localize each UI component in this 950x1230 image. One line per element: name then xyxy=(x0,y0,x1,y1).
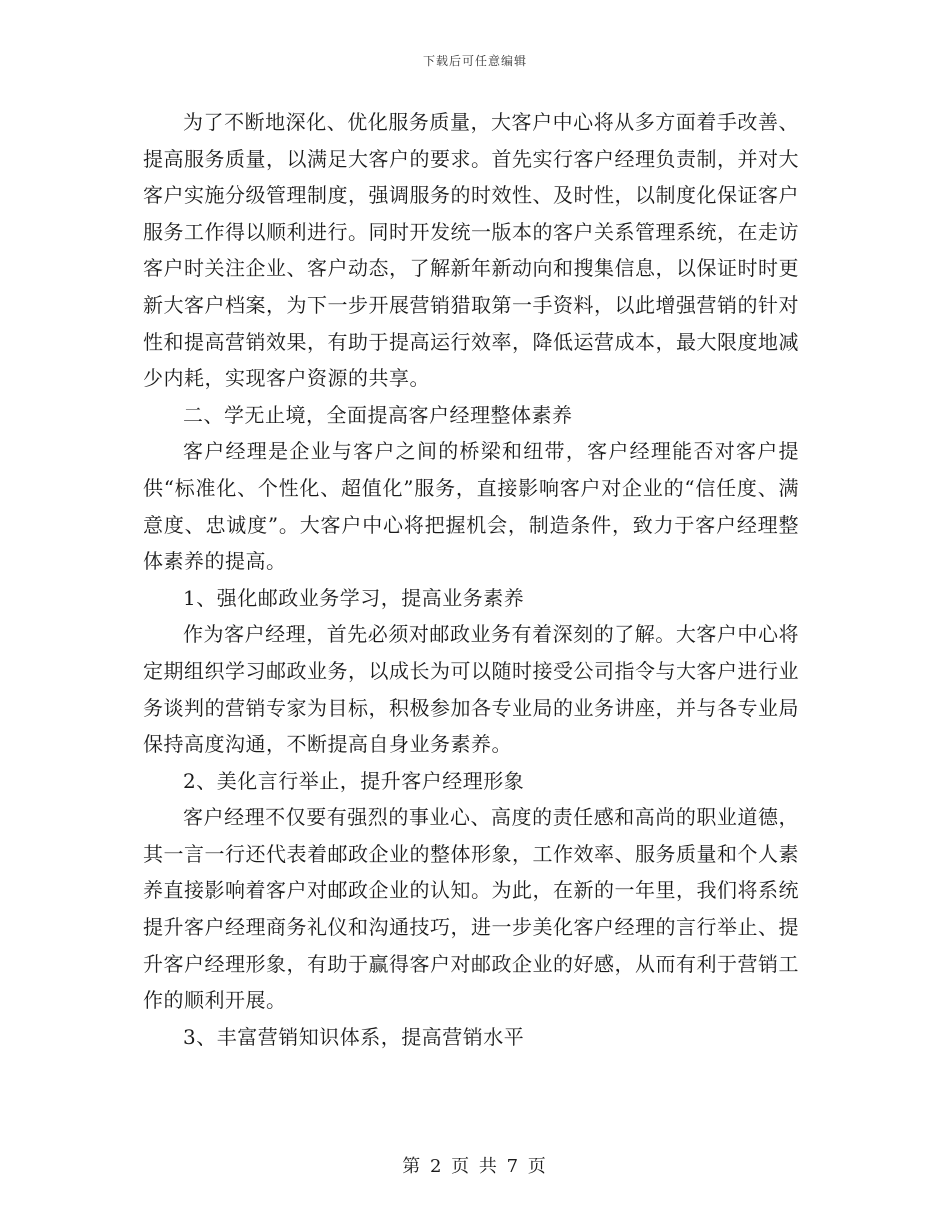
page-number-indicator: 第 2 页 共 7 页 xyxy=(402,1156,548,1177)
paragraph-customer-manager: 客户经理是企业与客户之间的桥梁和纽带，客户经理能否对客户提供“标准化、个性化、超值化”服务，直接影响客户对企业的“信任度、满意度、忠诚度”。大客户中心将把握机会，制造条件，致力于客户经理整体素养的提高。 xyxy=(143,439,799,574)
section-heading-2: 二、学无止境，全面提高客户经理整体素养 xyxy=(183,402,573,427)
subheading-2: 2、美化言行举止，提升客户经理形象 xyxy=(183,768,525,793)
paragraph-business-study: 作为客户经理，首先必须对邮政业务有着深刻的了解。大客户中心将定期组织学习邮政业务，以成长为可以随时接受公司指令与大客户进行业务谈判的营销专家为目标，积极参加各专业局的业务讲座，并与各专业局保持高度沟通，不断提高自身业务素养。 xyxy=(143,622,799,757)
paragraph-service-quality: 为了不断地深化、优化服务质量，大客户中心将从多方面着手改善、提高服务质量，以满足大客户的要求。首先实行客户经理负责制，并对大客户实施分级管理制度，强调服务的时效性、及时性，以制度化保证客户服务工作得以顺利进行。同时开发统一版本的客户关系管理系统，在走访客户时关注企业、客户动态，了解新年新动向和搜集信息，以保证时时更新大客户档案，为下一步开展营销猎取第一手资料，以此增强营销的针对性和提高营销效果，有助于提高运行效率，降低运营成本，最大限度地减少内耗，实现客户资源的共享。 xyxy=(143,110,799,391)
subheading-1: 1、强化邮政业务学习，提高业务素养 xyxy=(183,585,525,610)
subheading-3: 3、丰富营销知识体系，提高营销水平 xyxy=(183,1024,525,1049)
document-body xyxy=(143,104,799,1055)
page-header-note: 下载后可任意编辑 xyxy=(422,54,527,68)
paragraph-image: 客户经理不仅要有强烈的事业心、高度的责任感和高尚的职业道德，其一言一行还代表着邮政企业的整体形象，工作效率、服务质量和个人素养直接影响着客户对邮政企业的认知。为此，在新的一年里，我们将系统提升客户经理商务礼仪和沟通技巧，进一步美化客户经理的言行举止、提升客户经理形象，有助于赢得客户对邮政企业的好感，从而有利于营销工作的顺利开展。 xyxy=(143,805,799,1013)
